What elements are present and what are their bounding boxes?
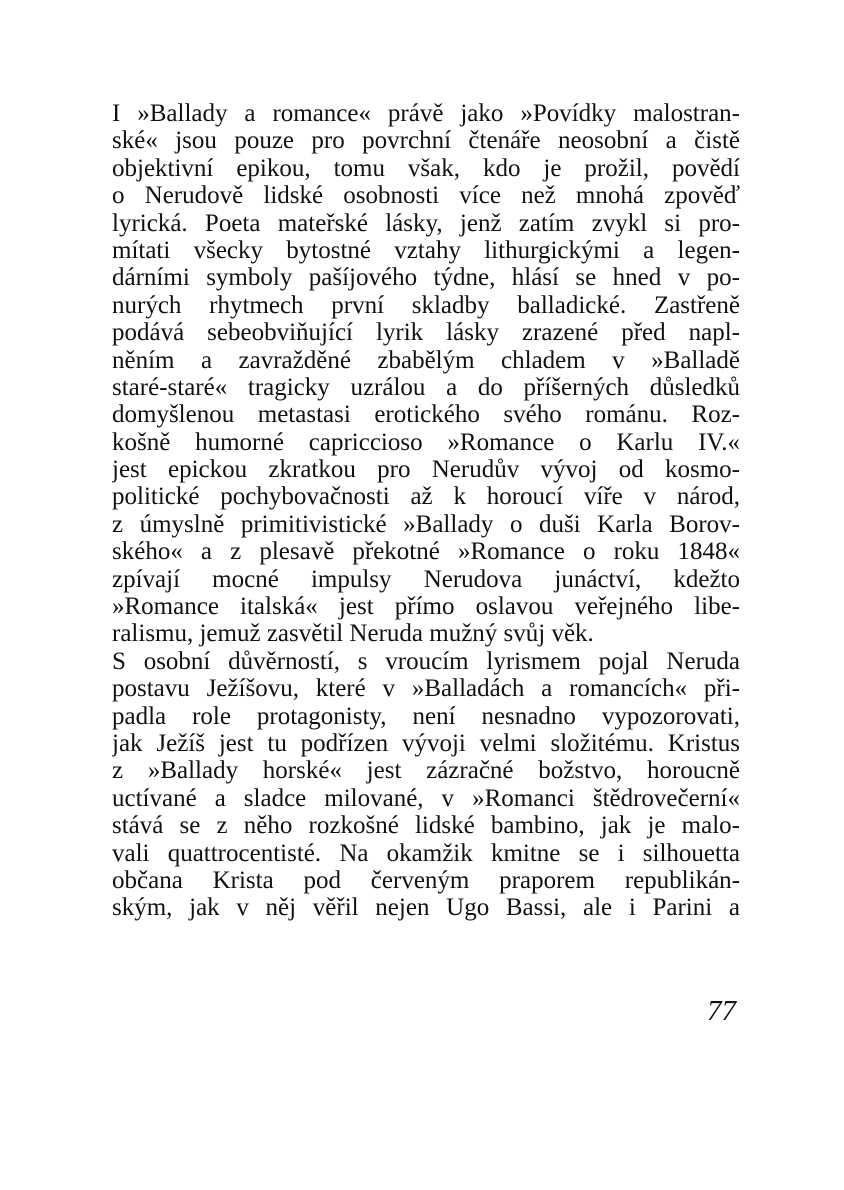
text-line: politické pochybovačnosti až k horoucí víře v národ, [112,483,740,511]
text-line: postavu Ježíšovu, které v »Balladách a romancích« při- [112,675,740,703]
text-line: padla role protagonisty, není nesnadno vypozorovati, [112,702,740,730]
text-line: lyrická. Poeta mateřské lásky, jenž zatím zvykl si pro- [112,209,740,237]
text-line: podává sebeobviňující lyrik lásky zrazené před napl- [112,319,740,347]
text-line: vali quattrocentisté. Na okamžik kmitne se i silhouetta [112,839,740,867]
text-line: jak Ježíš jest tu podřízen vývoji velmi složitému. Kristus [112,729,740,757]
text-line: ské« jsou pouze pro povrchní čtenáře neosobní a čistě [112,127,740,155]
text-line: ralismu, jemuž zasvětil Neruda mužný svůj věk. [112,620,594,648]
text-line: košně humorné capricciosо »Romance o Karlu IV.« [112,428,740,456]
text-line: zpívají mocné impulsy Nerudova junáctví, kdežto [112,565,740,593]
text-line: o Nerudově lidské osobnosti více než mnohá zpověď [112,182,740,210]
text-line: z »Ballady horské« jest zázračné božstvo, horoucně [112,757,740,785]
text-line: stává se z něho rozkošné lidské bambino, jak je malo- [112,812,740,840]
text-line: staré-staré« tragicky uzrálou a do příšerných důsledků [112,373,740,401]
body-text [112,100,740,922]
text-line: občana Krista pod červeným praporem republikán- [112,866,740,894]
text-line: ského« a z plesavě překotné »Romance o roku 1848« [112,538,740,566]
text-line: domyšlenou metastasi erotického svého románu. Roz- [112,401,740,429]
text-line: S osobní důvěrností, s vroucím lyrismem pojal Neruda [112,647,740,675]
text-line: ským, jak v něj věřil nejen Ugo Bassi, ale i Parini a [112,894,740,922]
text-line: něním a zavražděné zbabělým chladem v »Balladě [112,346,740,374]
text-line: nurých rhytmech první skladby balladické. Zastřeně [112,291,740,319]
text-line: jest epickou zkratkou pro Nerudův vývoj od kosmo- [112,456,740,484]
text-line: I »Ballady a romance« právě jako »Povídky malostran- [112,100,740,127]
text-line: objektivní epikou, tomu však, kdo je prožil, povědí [112,154,740,182]
text-line: dárními symboly pašíjového týdne, hlásí se hned v po- [112,264,740,292]
text-line: uctívané a sladce milované, v »Romanci štědrovečerní« [112,784,740,812]
text-line: »Romance italská« jest přímo oslavou veřejného libe- [112,593,740,621]
text-line: z úmyslně primitivistické »Ballady o duši Karla Borov- [112,510,740,538]
text-line: mítati všecky bytostné vztahy lithurgickými a legen- [112,236,740,264]
page-number: 77 [707,995,736,1027]
